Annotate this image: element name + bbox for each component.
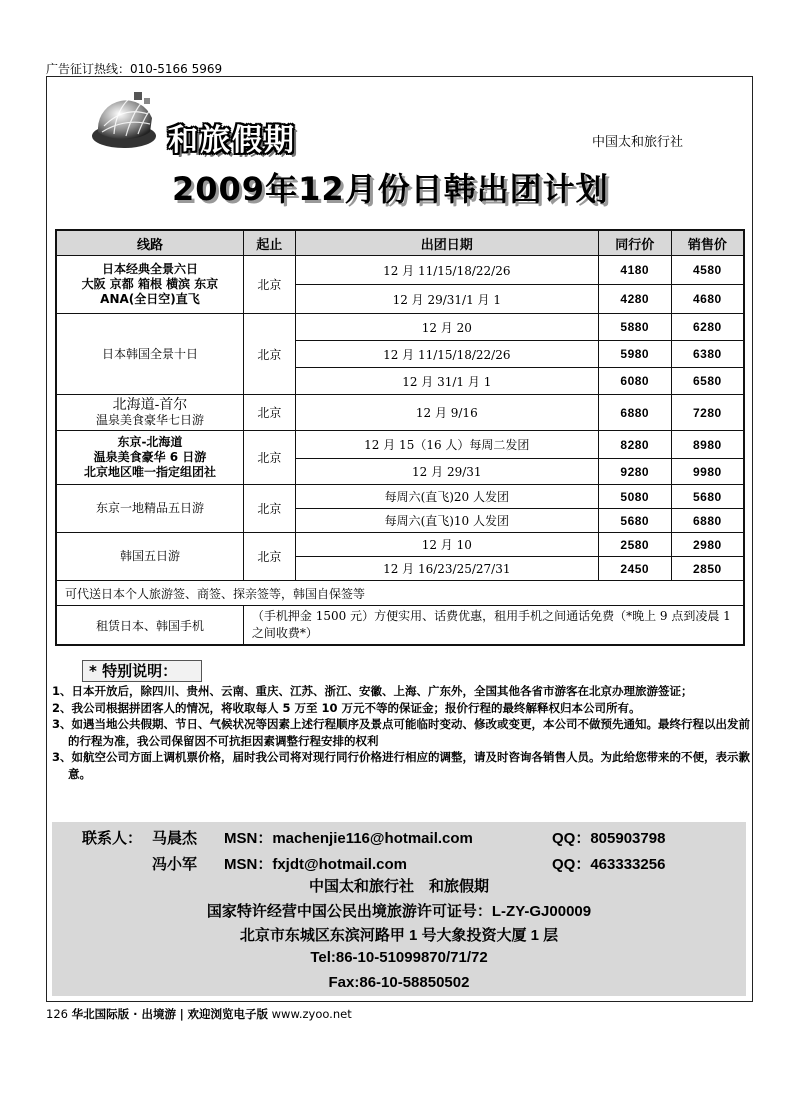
- company-line: 中国太和旅行社 和旅假期: [308, 878, 489, 895]
- peer-price: 9280: [598, 459, 671, 485]
- sale-price: 6280: [671, 314, 744, 341]
- header-peer-price: 同行价: [598, 230, 671, 256]
- footer-note: 欢迎浏览电子版: [187, 1007, 268, 1021]
- sale-price: 2850: [671, 557, 744, 581]
- footer-separator: |: [179, 1007, 184, 1021]
- sale-price: 9980: [671, 459, 744, 485]
- contact-qq: QQ：463333256: [552, 856, 666, 873]
- table-row: [56, 395, 744, 431]
- tour-date: 12 月 20: [295, 314, 598, 341]
- route-title: 东京-北海道: [117, 435, 183, 449]
- peer-price: 4180: [598, 256, 671, 285]
- phone-rental-detail: （手机押金 1500 元）方便实用、话费优惠，租用手机之间通话免费（*晚上 9 点到凌晨 1 之间收费*）: [243, 606, 744, 646]
- page-number: 126: [46, 1007, 68, 1021]
- sale-price: 6380: [671, 341, 744, 368]
- route-name: [56, 533, 243, 581]
- sale-price: 2980: [671, 533, 744, 557]
- visa-note-row: [56, 581, 744, 606]
- sale-price: 4580: [671, 256, 744, 285]
- address-line: 北京市东城区东滨河路甲 1 号大象投资大厦 1 层: [239, 927, 559, 944]
- tour-date: 12 月 29/31/1 月 1: [295, 285, 598, 314]
- edition-label: 华北国际版 · 出境游: [71, 1007, 176, 1021]
- route-title: 韩国五日游: [119, 549, 180, 563]
- peer-price: 8280: [598, 431, 671, 459]
- tour-date: 12 月 11/15/18/22/26: [295, 341, 598, 368]
- peer-price: 5080: [598, 485, 671, 509]
- table-row: [56, 314, 744, 341]
- route-subtitle: 温泉美食豪华 6 日游: [93, 450, 207, 464]
- special-note-item: 2、我公司根据拼团客人的情况，将收取每人 5 万至 10 万元不等的保证金；报价行程的最终解释权归本公司所有。: [52, 700, 641, 715]
- special-notes: [52, 683, 752, 782]
- tour-date: 每周六(直飞)20 人发团: [295, 485, 598, 509]
- route-title: 东京一地精品五日游: [95, 501, 204, 515]
- license-line: 国家特许经营中国公民出境旅游许可证号：L-ZY-GJ00009: [206, 903, 592, 920]
- tour-schedule-table: [55, 229, 745, 646]
- tour-date: 12 月 31/1 月 1: [295, 368, 598, 395]
- route-name: [56, 256, 243, 314]
- table-row: [56, 485, 744, 509]
- contact-box: [52, 822, 746, 996]
- footer-url[interactable]: www.zyoo.net: [271, 1007, 352, 1021]
- tour-date: 12 月 16/23/25/27/31: [295, 557, 598, 581]
- agency-name: 中国太和旅行社: [592, 135, 684, 150]
- page-title: 2009年12月份日韩出团计划: [172, 170, 609, 208]
- tour-date: 12 月 9/16: [295, 395, 598, 431]
- tour-date: 12 月 29/31: [295, 459, 598, 485]
- special-note-item: 3、如遇当地公共假期、节日、气候状况等因素上述行程顺序及景点可能临时变动、修改或变更，本公司不做预先通知。最终行程以出发前的行程为准，我公司保留因不可抗拒因素调整行程安排的权利: [52, 717, 750, 748]
- ad-hotline: 广告征订热线：010-5166 5969: [46, 62, 223, 76]
- route-subtitle: 大阪 京都 箱根 横滨 东京: [81, 277, 219, 291]
- peer-price: 5880: [598, 314, 671, 341]
- page-footer: [46, 1006, 352, 1022]
- route-depart: 北京: [243, 256, 295, 314]
- tour-date: 12 月 15（16 人）每周二发团: [295, 431, 598, 459]
- peer-price: 2580: [598, 533, 671, 557]
- route-name: [56, 395, 243, 431]
- peer-price: 5680: [598, 509, 671, 533]
- sale-price: 4680: [671, 285, 744, 314]
- route-depart: 北京: [243, 485, 295, 533]
- peer-price: 6880: [598, 395, 671, 431]
- header-route: 线路: [56, 230, 243, 256]
- tel-line: Tel:86-10-51099870/71/72: [310, 949, 488, 966]
- route-depart: 北京: [243, 431, 295, 485]
- route-name: [56, 314, 243, 395]
- peer-price: 4280: [598, 285, 671, 314]
- contact-name: 冯小军: [152, 856, 198, 873]
- route-title: 日本韩国全景十日: [101, 346, 198, 361]
- contact-name: 马晨杰: [152, 830, 198, 847]
- route-depart: 北京: [243, 395, 295, 431]
- route-depart: 北京: [243, 314, 295, 395]
- phone-rental-row: [56, 606, 744, 646]
- peer-price: 6080: [598, 368, 671, 395]
- special-note-item: 1、日本开放后，除四川、贵州、云南、重庆、江苏、浙江、安徽、上海、广东外，全国其他各省市游客在北京办理旅游签证；: [52, 684, 693, 698]
- route-subtitle: 温泉美食豪华七日游: [95, 412, 204, 427]
- header-depart: 起止: [243, 230, 295, 256]
- sale-price: 6580: [671, 368, 744, 395]
- route-note: ANA(全日空)直飞: [100, 292, 200, 306]
- sale-price: 6880: [671, 509, 744, 533]
- special-note-item: 3、如航空公司方面上调机票价格，届时我公司将对现行同行价格进行相应的调整，请及时咨询各销售人员。为此给您带来的不便，表示歉意。: [52, 750, 750, 781]
- route-title: 日本经典全景六日: [101, 262, 198, 276]
- brand-logo-text: 和旅假期: [168, 123, 296, 158]
- route-depart: 北京: [243, 533, 295, 581]
- contact-msn: MSN：machenjie116@hotmail.com: [224, 830, 473, 847]
- contact-qq: QQ：805903798: [552, 830, 666, 847]
- sale-price: 7280: [671, 395, 744, 431]
- fax-line: Fax:86-10-58850502: [328, 974, 470, 991]
- tour-date: 12 月 10: [295, 533, 598, 557]
- special-notes-title: * 特别说明：: [82, 660, 202, 682]
- route-name: [56, 485, 243, 533]
- peer-price: 5980: [598, 341, 671, 368]
- peer-price: 2450: [598, 557, 671, 581]
- globe-logo-icon: [90, 88, 158, 152]
- contact-label: 联系人：: [82, 830, 143, 847]
- table-row: [56, 533, 744, 557]
- route-note: 北京地区唯一指定组团社: [83, 465, 216, 479]
- visa-note: 可代送日本个人旅游签、商签、探亲签等，韩国自保签等: [56, 581, 744, 606]
- header-date: 出团日期: [295, 230, 598, 256]
- tour-date: 12 月 11/15/18/22/26: [295, 256, 598, 285]
- sale-price: 8980: [671, 431, 744, 459]
- route-name: [56, 431, 243, 485]
- table-header-row: [56, 230, 744, 256]
- sale-price: 5680: [671, 485, 744, 509]
- header-sale-price: 销售价: [671, 230, 744, 256]
- table-row: [56, 256, 744, 285]
- route-title: 北海道-首尔: [112, 396, 188, 413]
- tour-date: 每周六(直飞)10 人发团: [295, 509, 598, 533]
- table-row: [56, 431, 744, 459]
- phone-rental-label: 租赁日本、韩国手机: [56, 606, 243, 646]
- contact-msn: MSN：fxjdt@hotmail.com: [224, 856, 407, 873]
